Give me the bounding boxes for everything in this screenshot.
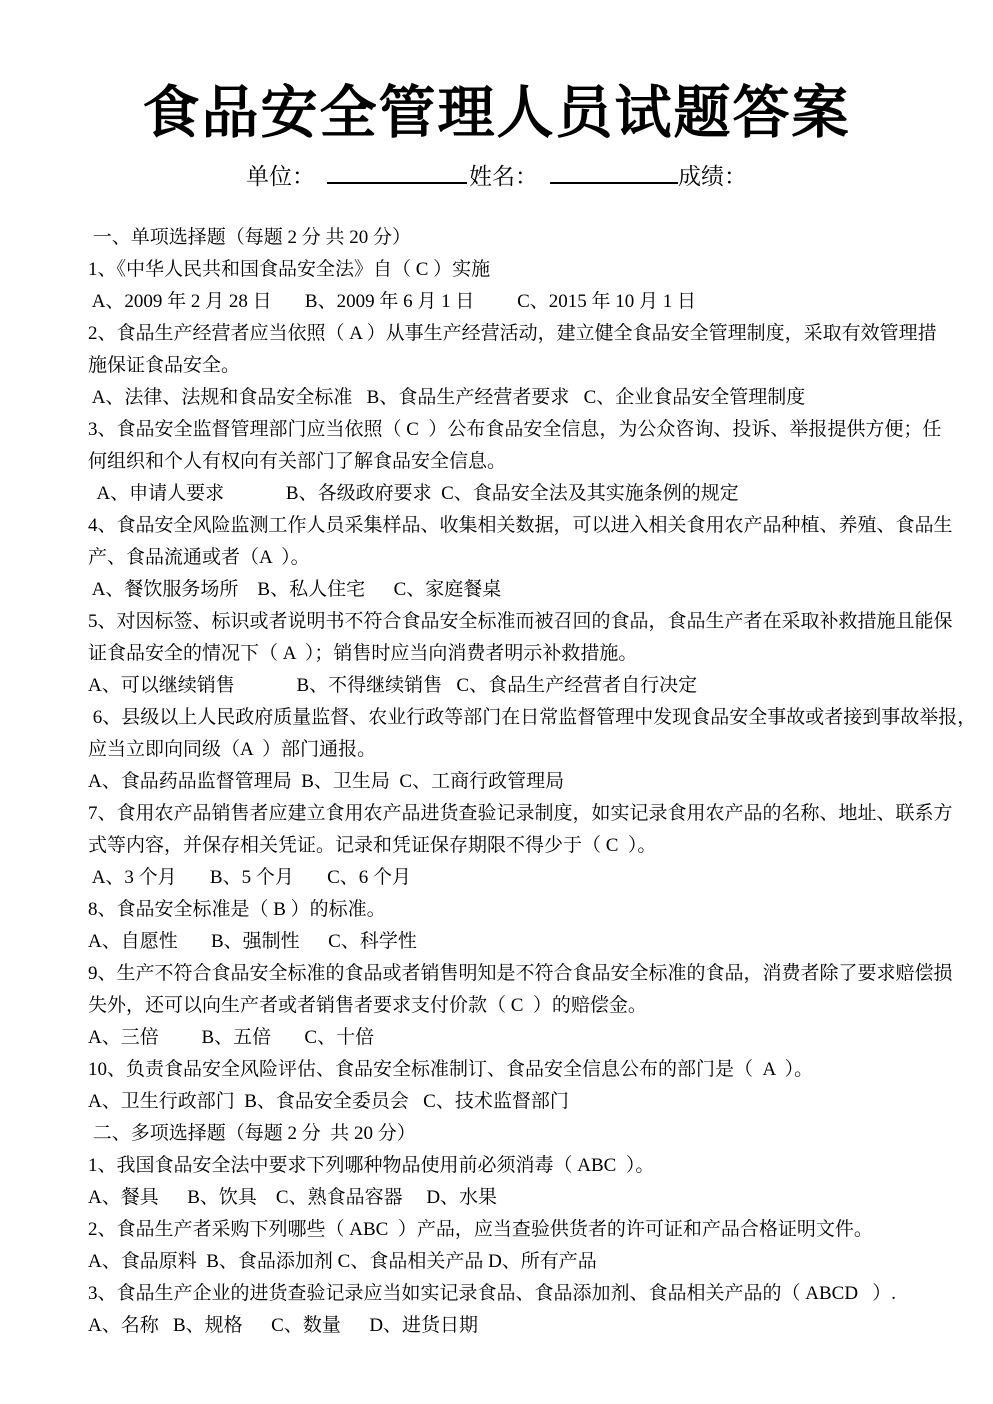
question-line: 10、负责食品安全风险评估、食品安全标准制订、食品安全信息公布的部门是（ A ）。 (88, 1059, 814, 1081)
options-line: A、三倍 B、五倍 C、十倍 (88, 1027, 375, 1049)
section-heading: 二、多项选择题（每题 2 分 共 20 分） (88, 1123, 416, 1145)
page-title: 食品安全管理人员试题答案 (142, 82, 851, 145)
question-line: 7、食用农产品销售者应建立食用农产品进货查验记录制度，如实记录食用农产品的名称、地址、联系方 (88, 803, 953, 825)
question-line: 8、食品安全标准是（ B ）的标准。 (88, 899, 386, 921)
name-blank-line (550, 162, 678, 184)
section-heading: 一、单项选择题（每题 2 分 共 20 分） (88, 227, 412, 249)
question-line: 3、食品安全监督管理部门应当依照（ C ）公布食品安全信息，为公众咨询、投诉、举报提供方便；任 (88, 419, 942, 441)
options-line: A、卫生行政部门 B、食品安全委员会 C、技术监督部门 (88, 1091, 569, 1113)
options-line: A、3 个月 B、5 个月 C、6 个月 (88, 867, 412, 889)
question-line: 1、我国食品安全法中要求下列哪种物品使用前必须消毒（ ABC ）。 (88, 1155, 655, 1177)
question-line: 何组织和个人有权向有关部门了解食品安全信息。 (88, 451, 507, 473)
options-line: A、申请人要求 B、各级政府要求 C、食品安全法及其实施条例的规定 (88, 483, 739, 505)
options-line: A、餐饮服务场所 B、私人住宅 C、家庭餐桌 (88, 579, 502, 601)
header-fields (0, 162, 993, 192)
question-line: 式等内容，并保存相关凭证。记录和凭证保存期限不得少于（ C ）。 (88, 835, 657, 857)
question-line: 4、食品安全风险监测工作人员采集样品、收集相关数据，可以进入相关食用农产品种植、养殖、食品生 (88, 515, 953, 537)
question-line: 5、对因标签、标识或者说明书不符合食品安全标准而被召回的食品，食品生产者在采取补救措施且能保 (88, 611, 953, 633)
question-line: 产、食品流通或者（A ）。 (88, 547, 310, 569)
question-line: 失外，还可以向生产者或者销售者要求支付价款（ C ）的赔偿金。 (88, 995, 647, 1017)
question-line: 证食品安全的情况下（ A ）；销售时应当向消费者明示补救措施。 (88, 643, 638, 665)
options-line: A、2009 年 2 月 28 日 B、2009 年 6 月 1 日 C、2015 年 10 月 1 日 (88, 291, 697, 313)
options-line: A、自愿性 B、强制性 C、科学性 (88, 931, 417, 953)
options-line: A、可以继续销售 B、不得继续销售 C、食品生产经营者自行决定 (88, 675, 698, 697)
question-line: 2、食品生产经营者应当依照（ A ）从事生产经营活动，建立健全食品安全管理制度，采取有效管理措 (88, 323, 937, 345)
score-label: 成绩： (678, 164, 747, 190)
name-label: 姓名： (469, 164, 538, 190)
question-line: 施保证食品安全。 (88, 355, 241, 377)
question-line: 9、生产不符合食品安全标准的食品或者销售明知是不符合食品安全标准的食品，消费者除了要求赔偿损 (88, 963, 953, 985)
question-line: 1、《中华人民共和国食品安全法》自（ C ）实施 (88, 259, 491, 281)
options-line: A、食品药品监督管理局 B、卫生局 C、工商行政管理局 (88, 771, 565, 793)
question-line: 2、食品生产者采购下列哪些（ ABC ）产品，应当查验供货者的许可证和产品合格证明文件。 (88, 1219, 873, 1241)
options-line: A、名称 B、规格 C、数量 D、进货日期 (88, 1315, 479, 1337)
options-line: A、餐具 B、饮具 C、熟食品容器 D、水果 (88, 1187, 498, 1209)
question-line: 6、县级以上人民政府质量监督、农业行政等部门在日常监督管理中发现食品安全事故或者接到事故举报， (88, 707, 977, 729)
question-line: 3、食品生产企业的进货查验记录应当如实记录食品、食品添加剂、食品相关产品的（ ABCD ）. (88, 1283, 897, 1305)
options-line: A、食品原料 B、食品添加剂 C、食品相关产品 D、所有产品 (88, 1251, 597, 1273)
options-line: A、法律、法规和食品安全标准 B、食品生产经营者要求 C、企业食品安全管理制度 (88, 387, 806, 409)
question-line: 应当立即向同级（A ）部门通报。 (88, 739, 377, 761)
unit-label: 单位： (246, 164, 315, 190)
unit-blank-line (327, 162, 467, 184)
document-body (0, 222, 993, 1342)
